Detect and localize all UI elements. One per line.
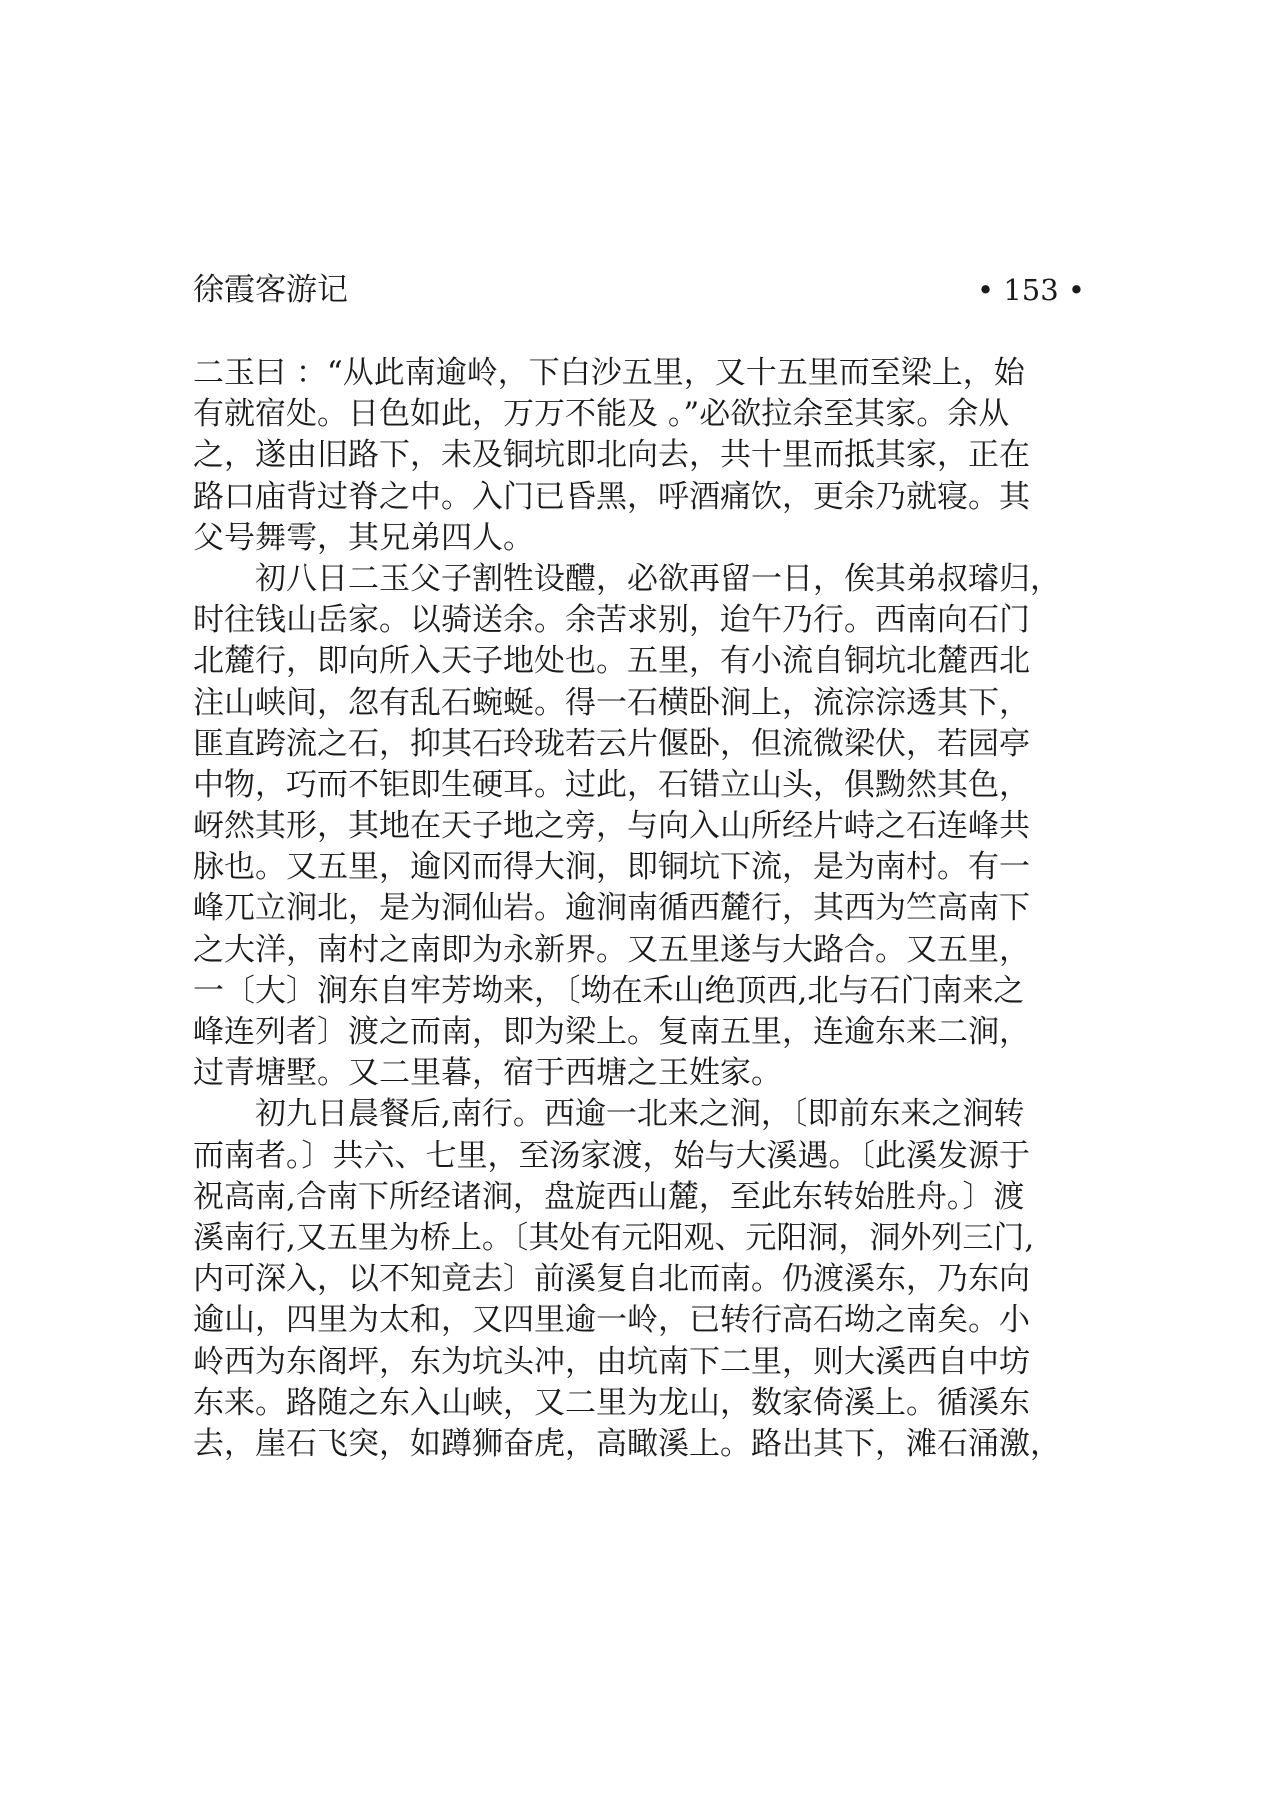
text-line: 祝高南,合南下所经诸涧，盘旋西山麓，至此东转始胜舟。〕渡 [193, 1178, 1025, 1215]
text-line: 时往钱山岳家。以骑送余。余苦求别，迨午乃行。西南向石门 [193, 602, 1030, 639]
text-line: 一〔大〕涧东自牢芳坳来，〔坳在禾山绝顶西,北与石门南来之 [193, 972, 1025, 1009]
text-line: 过青塘墅。又二里暮，宿于西塘之王姓家。 [193, 1055, 782, 1092]
text-line: 内可深入，以不知竟去〕前溪复自北而南。仍渡溪东，乃东向 [193, 1261, 1030, 1298]
text-line: 匪直跨流之石，抑其石玲珑若云片偃卧，但流微梁伏，若园亭 [193, 725, 1030, 762]
text-line: 有就宿处。日色如此，万万不能及 。”必欲拉余至其家。余从 [193, 396, 1010, 433]
text-line: 父号舞雩，其兄弟四人。 [193, 519, 534, 556]
text-line: 去，崖石飞突，如蹲狮奋虎，高瞰溪上。路出其下，滩石涌激， [193, 1425, 1061, 1462]
text-line: 脉也。又五里，逾冈而得大涧，即铜坑下流，是为南村。有一 [193, 849, 1030, 886]
body-text [193, 353, 1085, 1465]
text-line: 之，遂由旧路下，未及铜坑即北向去，共十里而抵其家，正在 [193, 437, 1030, 474]
book-title: 徐霞客游记 [193, 272, 348, 308]
text-line: 逾山，四里为太和，又四里逾一岭，已转行高石坳之南矣。小 [193, 1302, 1030, 1339]
text-line: 中物，巧而不钜即生硬耳。过此，石错立山头，俱黝然其色， [193, 766, 1030, 803]
text-line: 东来。路随之东入山峡，又二里为龙山，数家倚溪上。循溪东 [193, 1384, 1030, 1421]
text-line: 路口庙背过脊之中。入门已昏黑，呼酒痛饮，更余乃就寝。其 [193, 478, 1030, 515]
text-line: 溪南行,又五里为桥上。〔其处有元阳观、元阳洞，洞外列三门, [193, 1219, 1035, 1256]
text-line: 峰连列者〕渡之而南，即为梁上。复南五里，连逾东来二涧， [193, 1014, 1030, 1050]
page-header [193, 266, 1085, 314]
text-line: 峰兀立涧北，是为洞仙岩。逾涧南循西麓行，其西为竺高南下 [193, 890, 1030, 927]
text-line: 而南者。〕共六、七里，至汤家渡，始与大溪遇。〔此溪发源于 [193, 1137, 1030, 1174]
page-number: • 153 • [977, 273, 1085, 307]
text-line: 之大洋，南村之南即为永新界。又五里遂与大路合。又五里， [193, 931, 1030, 968]
text-line: 二玉曰 ：“从此南逾岭，下白沙五里，又十五里而至梁上，始 [193, 355, 1025, 391]
paragraph-start-line: 初九日晨餐后,南行。西逾一北来之涧，〔即前东来之涧转 [255, 1096, 1025, 1133]
text-line: 岭西为东阁坪，东为坑头冲，由坑南下二里，则大溪西自中坊 [193, 1343, 1030, 1380]
text-line: 注山峡间，忽有乱石蜿蜒。得一石横卧涧上，流淙淙透其下， [193, 684, 1030, 721]
text-line: 北麓行，即向所入天子地处也。五里，有小流自铜坑北麓西北 [193, 643, 1030, 680]
text-line: 岈然其形，其地在天子地之旁，与向入山所经片峙之石连峰共 [193, 808, 1030, 845]
paragraph-start-line: 初八日二玉父子割牲设醴，必欲再留一日，俟其弟叔璿归， [255, 560, 1061, 597]
